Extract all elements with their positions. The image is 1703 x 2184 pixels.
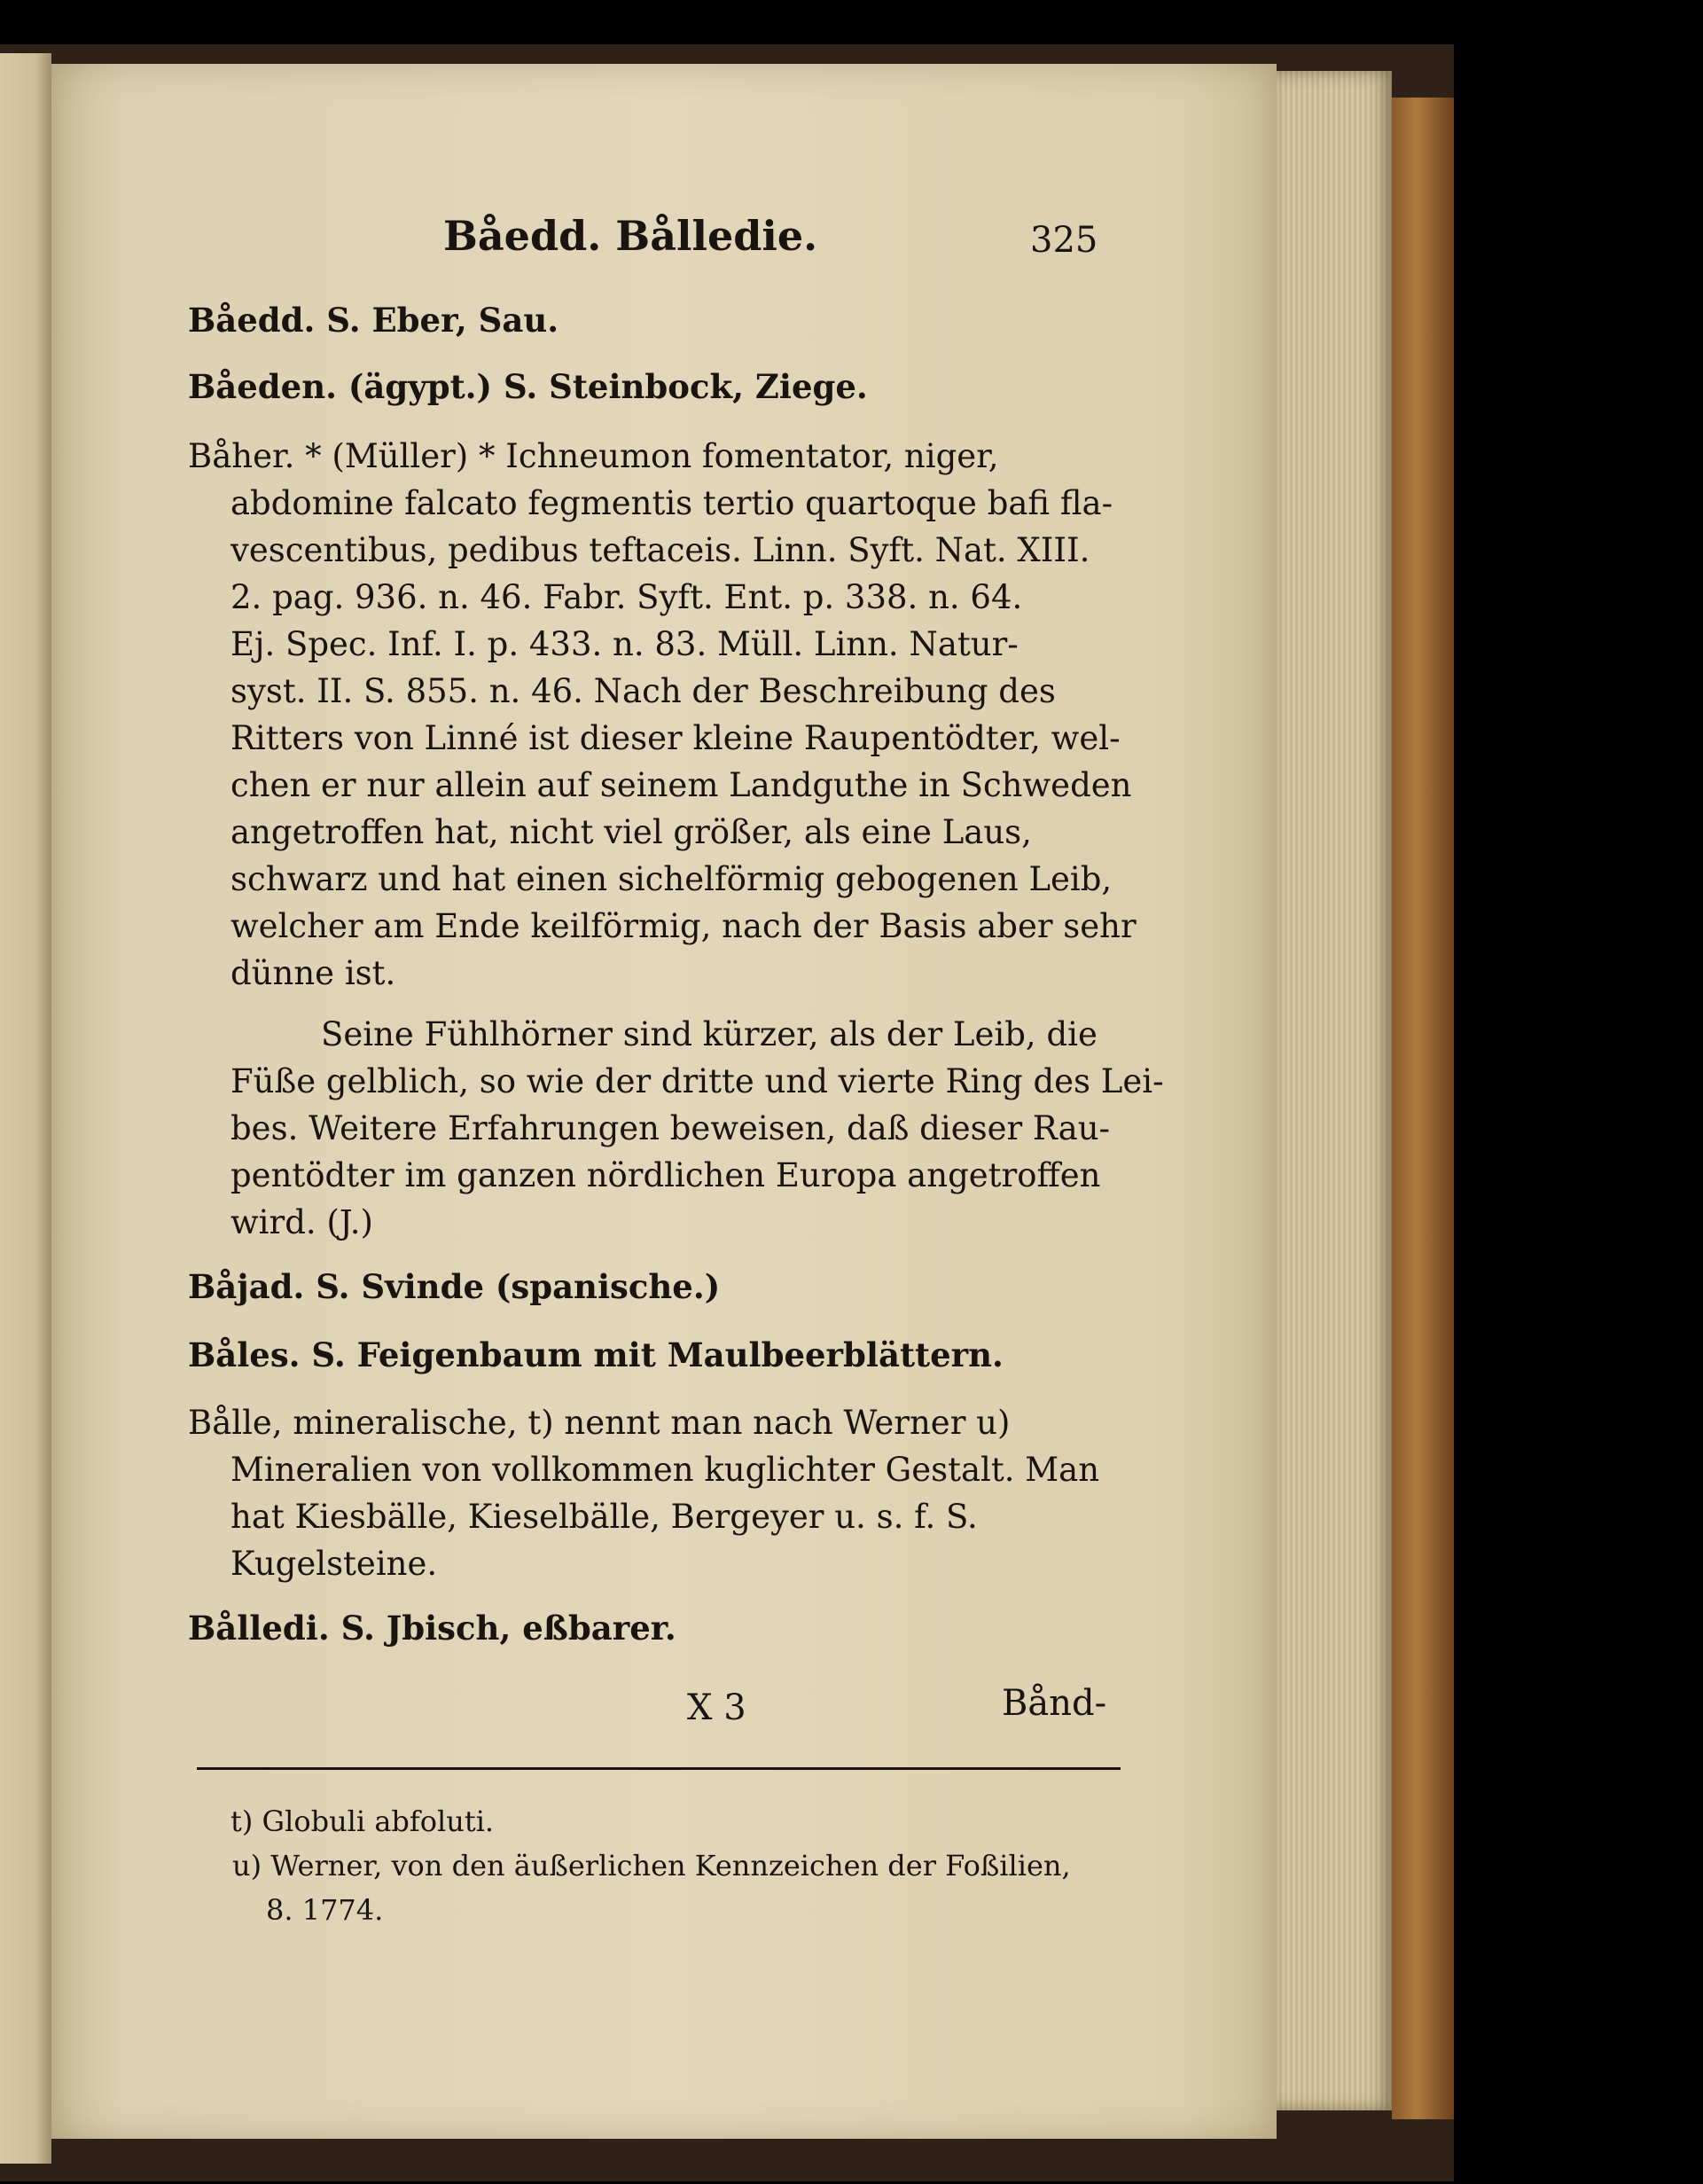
entry-line: syst. II. S. 855. n. 46. Nach der Beschreibung des [230,672,1056,710]
entry-line: 2. pag. 936. n. 46. Fabr. Syft. Ent. p. 338. n. 64. [230,578,1023,616]
entry-line: Ritters von Linné ist dieser kleine Raupentödter, wel- [230,719,1121,757]
signature-mark: X 3 [687,1687,746,1728]
entry-line: hat Kiesbälle, Kieselbälle, Bergeyer u. s. f. S. [230,1498,978,1536]
entry-baejad: Båjad. S. Svinde (spanische.) [188,1267,721,1306]
entry-line: bes. Weitere Erfahrungen beweisen, daß dieser Rau- [230,1109,1111,1147]
entry-line: Bålle, mineralische, t) nennt man nach Werner u) [188,1404,1011,1442]
running-title: Båedd. Bålledie. [443,212,818,260]
entry-line: Mineralien von vollkommen kuglichter Gestalt. Man [230,1451,1100,1489]
page-stack-edges [1277,71,1392,2110]
entry-baelledi: Bålledi. S. Jbisch, eßbarer. [188,1609,676,1648]
entry-line: wird. (J.) [230,1203,373,1241]
entry-line: abdomine falcato fegmentis tertio quartoque bafi fla- [230,484,1113,522]
footnote-t: t) Globuli abfoluti. [230,1804,495,1838]
book-cover-edge [1392,98,1454,2119]
entry-line: schwarz und hat einen sichelförmig gebogenen Leib, [230,860,1113,898]
footnote-rule [197,1767,1121,1770]
entry-line: welcher am Ende keilförmig, nach der Basis aber sehr [230,907,1137,945]
entry-line: chen er nur allein auf seinem Landguthe in Schweden [230,766,1132,804]
entry-line: angetroffen hat, nicht viel größer, als eine Laus, [230,813,1032,851]
entry-line: Ej. Spec. Inf. I. p. 433. n. 83. Müll. Linn. Natur- [230,625,1019,663]
entry-line: Seine Fühlhörner sind kürzer, als der Leib, die [321,1015,1098,1053]
entry-line: Kugelsteine. [230,1545,438,1583]
entry-line: pentödter im ganzen nördlichen Europa angetroffen [230,1156,1101,1194]
footnote-u: u) Werner, von den äußerlichen Kennzeichen der Foßilien, [232,1849,1071,1883]
footnote-u-cont: 8. 1774. [266,1893,384,1927]
entry-baedd: Båedd. S. Eber, Sau. [188,301,559,340]
entry-line: dünne ist. [230,954,396,992]
entry-line: vescentibus, pedibus teftaceis. Linn. Syft. Nat. XIII. [230,531,1090,569]
page-number: 325 [1030,220,1098,261]
catchword: Bånd- [1002,1683,1107,1724]
entry-line: Füße gelblich, so wie der dritte und vierte Ring des Lei- [230,1062,1164,1100]
entry-baeden: Båeden. (ägypt.) S. Steinbock, Ziege. [188,367,868,406]
entry-baeles: Båles. S. Feigenbaum mit Maulbeerblättern. [188,1335,1004,1374]
left-page-edge [0,53,51,2164]
entry-line: Båher. * (Müller) * Ichneumon fomentator, niger, [188,437,999,475]
